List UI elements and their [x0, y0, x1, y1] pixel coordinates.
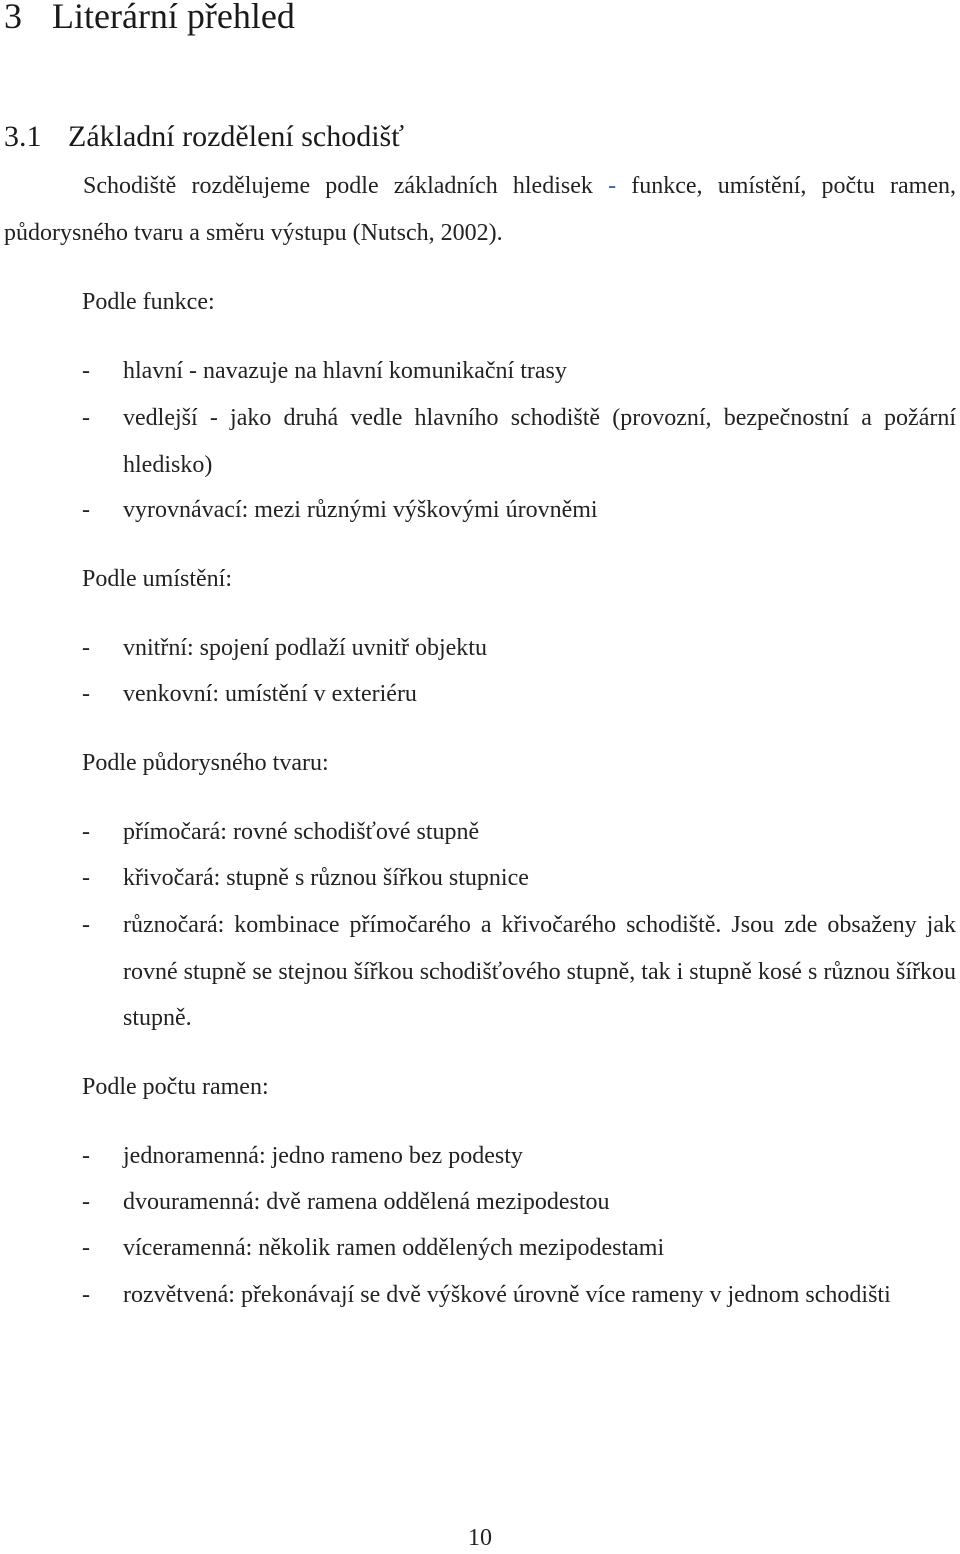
chapter-number: 3 [4, 0, 22, 36]
section-number: 3.1 [4, 120, 42, 153]
list-item-text: různočará: kombinace přímočarého a křivočarého schodiště. Jsou zde obsaženy jak rovné stupně se stejnou šířkou schodišťového stupně, tak i stupně kosé s různou šířkou stupně. [123, 912, 956, 1031]
list-item-text: vnitřní: spojení podlaží uvnitř objektu [123, 635, 487, 661]
list-item [82, 809, 956, 856]
list-item [82, 625, 956, 672]
list-item-text: hlavní - navazuje na hlavní komunikační trasy [123, 358, 567, 384]
list-dash: - [82, 635, 90, 661]
list-item [82, 1272, 956, 1319]
section-title: Základní rozdělení schodišť [68, 120, 405, 153]
list-dash: - [82, 819, 90, 845]
list-dash: - [82, 681, 90, 707]
list-item-text: víceramenná: několik ramen oddělených mezipodestami [123, 1235, 665, 1261]
list-dash: - [82, 1282, 90, 1308]
list-item [82, 348, 956, 395]
section-title-shape: Podle půdorysného tvaru: [82, 750, 329, 776]
list-item-text: rozvětvená: překonávají se dvě výškové úrovně více rameny v jednom schodišti [123, 1282, 891, 1308]
intro-text-after: funkce, umístění, počtu ramen, půdorysného tvaru a směru výstupu (Nutsch, 2002). [4, 173, 957, 246]
list-dash: - [82, 865, 90, 891]
list-item-text: přímočará: rovné schodišťové stupně [123, 819, 480, 845]
list-dash: - [82, 497, 90, 523]
list-item [82, 487, 956, 534]
intro-dash: - [608, 173, 617, 199]
list-item [82, 1225, 956, 1272]
list-dash: - [82, 1143, 90, 1169]
section-heading [4, 113, 404, 161]
list-item [82, 1179, 956, 1226]
list-dash: - [82, 358, 90, 384]
list-item [82, 1133, 956, 1180]
list-item-text: vyrovnávací: mezi různými výškovými úrovněmi [123, 497, 598, 523]
list-dash: - [82, 1235, 90, 1261]
list-item [82, 395, 956, 488]
list-item-text: venkovní: umístění v exteriéru [123, 681, 417, 707]
list-item [82, 671, 956, 718]
chapter-heading [4, 0, 295, 42]
chapter-title: Literární přehled [52, 0, 295, 36]
intro-paragraph [4, 163, 956, 256]
list-item [82, 902, 956, 1042]
list-item-text: vedlejší - jako druhá vedle hlavního schodiště (provozní, bezpečnostní a požární hledisko) [123, 405, 956, 478]
intro-text-before: Schodiště rozdělujeme podle základních hledisek [83, 173, 609, 199]
list-dash: - [82, 912, 90, 938]
section-title-function: Podle funkce: [82, 289, 215, 315]
section-title-placement: Podle umístění: [82, 566, 232, 592]
list-dash: - [82, 405, 90, 431]
list-item-text: dvouramenná: dvě ramena oddělená mezipodestou [123, 1189, 610, 1215]
list-item [82, 855, 956, 902]
list-item-text: jednoramenná: jedno rameno bez podesty [123, 1143, 523, 1169]
list-item-text: křivočará: stupně s různou šířkou stupnice [123, 865, 529, 891]
section-title-flights: Podle počtu ramen: [82, 1074, 269, 1100]
page-number: 10 [468, 1525, 492, 1551]
list-dash: - [82, 1189, 90, 1215]
